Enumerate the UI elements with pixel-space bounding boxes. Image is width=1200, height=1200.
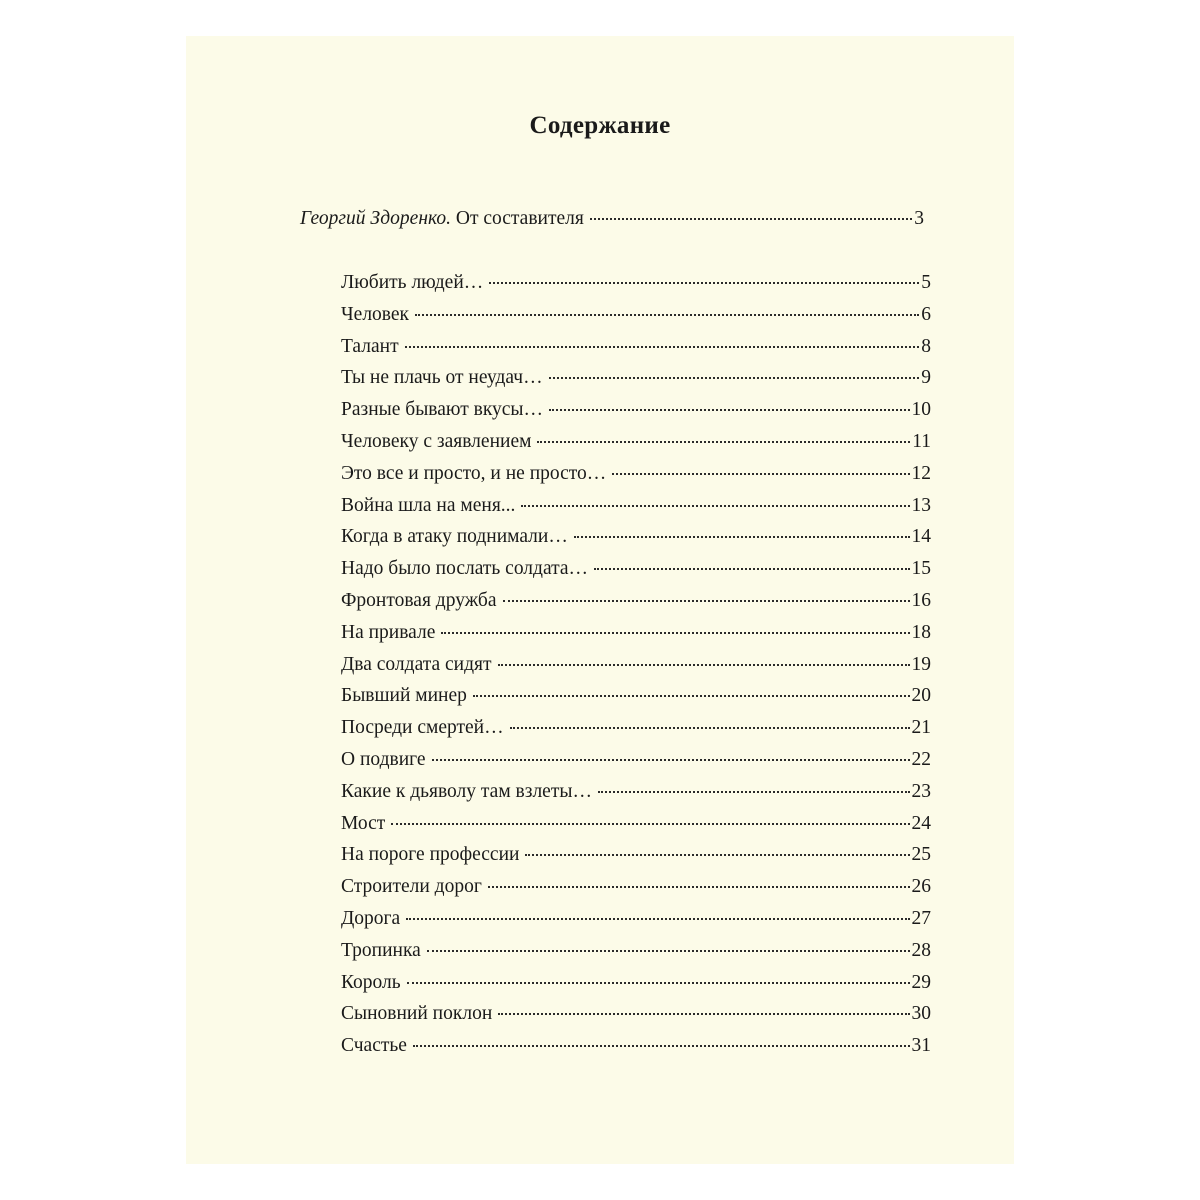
toc-entry-page: 8	[921, 335, 931, 357]
toc-entry	[341, 590, 931, 622]
toc-entry	[341, 526, 931, 558]
toc-entry	[341, 304, 931, 336]
toc-entry-title: Сыновний поклон	[341, 1003, 493, 1025]
toc-entry	[341, 367, 931, 399]
toc-list	[341, 272, 931, 1067]
dot-leader	[612, 473, 909, 475]
toc-entry-author: Георгий Здоренко.	[300, 208, 452, 229]
toc-entry-title: Разные бывают вкусы…	[341, 399, 544, 421]
dot-leader	[574, 536, 910, 538]
toc-entry-page: 29	[911, 971, 931, 993]
toc-entry-page: 18	[911, 621, 931, 643]
book-page	[186, 36, 1014, 1164]
toc-entry-page: 14	[911, 526, 931, 548]
toc-entry	[341, 972, 931, 1004]
toc-entry-title: О подвиге	[341, 748, 426, 770]
toc-entry-title: Это все и просто, и не просто…	[341, 462, 607, 484]
toc-entry	[341, 463, 931, 495]
toc-entry-page: 16	[911, 589, 931, 611]
toc-entry-title: Человеку с заявлением	[341, 430, 532, 452]
toc-entry-page: 25	[911, 844, 931, 866]
dot-leader	[521, 505, 909, 507]
dot-leader	[415, 314, 919, 316]
toc-entry-title: Мост	[341, 812, 386, 834]
dot-leader	[503, 600, 910, 602]
toc-entry-title: Ты не плачь от неудач…	[341, 367, 543, 389]
toc-entry-label	[300, 208, 584, 230]
dot-leader	[473, 695, 910, 697]
dot-leader	[432, 759, 910, 761]
dot-leader	[590, 218, 912, 220]
toc-entry	[341, 717, 931, 749]
toc-entry	[341, 431, 931, 463]
dot-leader	[498, 1013, 909, 1015]
dot-leader	[427, 950, 910, 952]
page-title: Содержание	[529, 112, 671, 139]
toc-entry	[341, 622, 931, 654]
toc-entry-page: 30	[911, 1003, 931, 1025]
dot-leader	[525, 854, 909, 856]
toc-entry-title: Два солдата сидят	[341, 653, 492, 675]
toc-entry-title: Талант	[341, 335, 399, 357]
toc-entry	[341, 272, 931, 304]
toc-entry-title: Война шла на меня...	[341, 494, 516, 516]
dot-leader	[413, 1045, 910, 1047]
toc-entry-title: Король	[341, 971, 401, 993]
toc-entry-title: Тропинка	[341, 939, 421, 961]
toc-entry-title: Счастье	[341, 1035, 407, 1057]
toc-entry-page: 23	[911, 780, 931, 802]
toc-entry	[341, 558, 931, 590]
toc-entry-title: Фронтовая дружба	[341, 589, 497, 611]
toc-entry	[341, 813, 931, 845]
toc-entry	[341, 399, 931, 431]
toc-entry-intro	[300, 208, 924, 230]
toc-entry-title: Посреди смертей…	[341, 717, 504, 739]
dot-leader	[537, 441, 910, 443]
toc-entry-title: Дорога	[341, 907, 401, 929]
dot-leader	[549, 377, 920, 379]
toc-entry-page: 22	[911, 748, 931, 770]
toc-entry-page: 11	[912, 430, 931, 452]
toc-entry	[341, 781, 931, 813]
toc-entry-title: Человек	[341, 303, 410, 325]
dot-leader	[510, 727, 910, 729]
toc-entry-page: 20	[911, 685, 931, 707]
dot-leader	[406, 918, 909, 920]
toc-entry-page: 21	[911, 717, 931, 739]
toc-entry	[341, 1003, 931, 1035]
toc-entry-page: 31	[911, 1035, 931, 1057]
toc-entry	[341, 844, 931, 876]
dot-leader	[489, 282, 919, 284]
toc-entry-title: От составителя	[455, 208, 584, 229]
toc-entry-title: Строители дорог	[341, 876, 482, 898]
dot-leader	[488, 886, 910, 888]
toc-entry	[341, 336, 931, 368]
dot-leader	[594, 568, 909, 570]
toc-entry-title: Надо было послать солдата…	[341, 558, 589, 580]
dot-leader	[498, 664, 910, 666]
dot-leader	[598, 791, 910, 793]
toc-entry-page: 10	[911, 399, 931, 421]
dot-leader	[549, 409, 909, 411]
toc-entry-page: 6	[921, 303, 931, 325]
toc-entry-title: Бывший минер	[341, 685, 467, 707]
toc-entry-page: 3	[914, 208, 924, 229]
toc-entry-page: 28	[911, 939, 931, 961]
dot-leader	[407, 982, 910, 984]
toc-entry-title: Когда в атаку поднимали…	[341, 526, 568, 548]
toc-entry-title: Какие к дьяволу там взлеты…	[341, 780, 592, 802]
toc-entry	[341, 940, 931, 972]
toc-entry	[341, 654, 931, 686]
toc-entry-page: 26	[911, 876, 931, 898]
toc-entry	[341, 908, 931, 940]
toc-entry	[341, 876, 931, 908]
toc-entry-page: 15	[911, 558, 931, 580]
toc-entry	[341, 495, 931, 527]
toc-entry-page: 19	[911, 653, 931, 675]
toc-entry-page: 13	[911, 494, 931, 516]
dot-leader	[391, 823, 909, 825]
toc-entry-page: 12	[911, 462, 931, 484]
toc-entry-title: Любить людей…	[341, 272, 484, 293]
toc-entry-title: На привале	[341, 621, 436, 643]
toc-entry-page: 9	[921, 367, 931, 389]
toc-entry	[341, 685, 931, 717]
toc-entry-title: На пороге профессии	[341, 844, 520, 866]
toc-entry-page: 27	[911, 907, 931, 929]
toc-entry-page: 5	[921, 272, 931, 293]
toc-entry	[341, 749, 931, 781]
toc-entry-page: 24	[911, 812, 931, 834]
toc-entry	[341, 1035, 931, 1067]
dot-leader	[405, 346, 920, 348]
dot-leader	[441, 632, 909, 634]
